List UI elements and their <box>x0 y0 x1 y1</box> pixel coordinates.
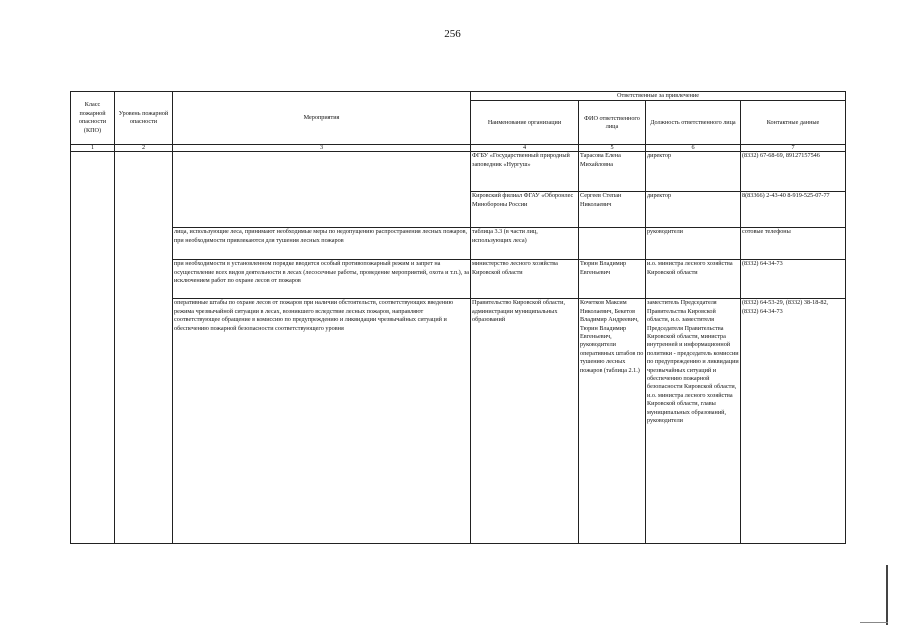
column-number: 1 <box>71 145 115 152</box>
column-number: 4 <box>471 145 579 152</box>
scan-edge-line <box>860 622 888 623</box>
column-numbers-row <box>71 145 846 152</box>
table-row <box>71 228 846 260</box>
header-row-1 <box>71 92 846 101</box>
cell-person: Сергеев Степан Николаевич <box>579 192 646 228</box>
cell-measure: оперативные штабы по охране лесов от пожаров при наличии обстоятельств, соответствующих введению режима чрезвычайной ситуации в лесах, возникшего вследствие лесных пожаров, направляют соответствующее обращение в комиссию по предупреждению и ликвидации чрезвычайных ситуаций и обеспечению пожарной безопасности соответствующего уровня <box>173 299 471 544</box>
cell-person: Кочетков Максим Николаевич, Бекетов Владимир Андреевич, Тюрин Владимир Евгеньевич, руководители оперативных штабов по тушению лесных пожаров (таблица 2.1.) <box>579 299 646 544</box>
table-row <box>71 260 846 299</box>
scan-edge-line <box>886 565 888 625</box>
header-contacts: Контактные данные <box>741 101 846 145</box>
column-number: 7 <box>741 145 846 152</box>
cell-person: Тарасова Елена Михайловна <box>579 152 646 192</box>
column-number: 6 <box>646 145 741 152</box>
table-row <box>71 152 846 192</box>
cell-position: директор <box>646 192 741 228</box>
header-person: ФИО ответственного лица <box>579 101 646 145</box>
cell-organization: Правительство Кировской области, администрации муниципальных образований <box>471 299 579 544</box>
cell-contacts: (8332) 67-68-69, 89127157546 <box>741 152 846 192</box>
column-number: 3 <box>173 145 471 152</box>
cell-contacts: 8(83366) 2-43-40 8-919-525-07-77 <box>741 192 846 228</box>
cell-contacts: сотовые телефоны <box>741 228 846 260</box>
cell-position: руководители <box>646 228 741 260</box>
header-responsible-group: Ответственные за привлечение <box>471 92 846 101</box>
fire-measures-table <box>70 91 846 544</box>
cell-position: и.о. министра лесного хозяйства Кировской области <box>646 260 741 299</box>
header-level: Уровень пожарной опасности <box>115 92 173 145</box>
cell-organization: таблица 3.3 (в части лиц, использующих леса) <box>471 228 579 260</box>
page-number: 256 <box>444 28 461 40</box>
cell-person: Тюрин Владимир Евгеньевич <box>579 260 646 299</box>
header-kpo: Класс пожарной опасности (КПО) <box>71 92 115 145</box>
cell-measure: при необходимости в установленном порядке вводится особый противопожарный режим и запрет на осуществление всех видов деятельности в лесах (лесосечные работы, проведение мероприятий, охота и т.п.), за исключением работ по охране лесов от пожаров <box>173 260 471 299</box>
cell-position: директор <box>646 152 741 192</box>
cell-kpo <box>71 152 115 544</box>
cell-organization: Кировский филиал ФГАУ «Оборонлес Минобороны России <box>471 192 579 228</box>
cell-organization: министерство лесного хозяйства Кировской области <box>471 260 579 299</box>
cell-measure <box>173 152 471 228</box>
column-number: 2 <box>115 145 173 152</box>
table-row <box>71 299 846 544</box>
cell-contacts: (8332) 64-53-29, (8332) 38-18-82, (8332) 64-34-73 <box>741 299 846 544</box>
header-organization: Наименование организации <box>471 101 579 145</box>
cell-organization: ФГБУ «Государственный природный заповедник «Нургуш» <box>471 152 579 192</box>
cell-measure: лица, использующие леса, принимают необходимые меры по недопущению распространения лесных пожаров, при необходимости привлекаются для тушения лесных пожаров <box>173 228 471 260</box>
cell-level <box>115 152 173 544</box>
header-position: Должность ответственного лица <box>646 101 741 145</box>
cell-position: заместитель Председателя Правительства Кировской области, и.о. заместителя Председателя Правительства Кировской области, министра внутренней и информационной политики - председатель комиссии по предупреждению и ликвидации чрезвычайных ситуаций и обеспечению пожарной безопасности Кировской области, и.о. министра лесного хозяйства Кировской области, главы муниципальных образований, руководители <box>646 299 741 544</box>
cell-contacts: (8332) 64-34-73 <box>741 260 846 299</box>
cell-person <box>579 228 646 260</box>
column-number: 5 <box>579 145 646 152</box>
header-measures: Мероприятия <box>173 92 471 145</box>
